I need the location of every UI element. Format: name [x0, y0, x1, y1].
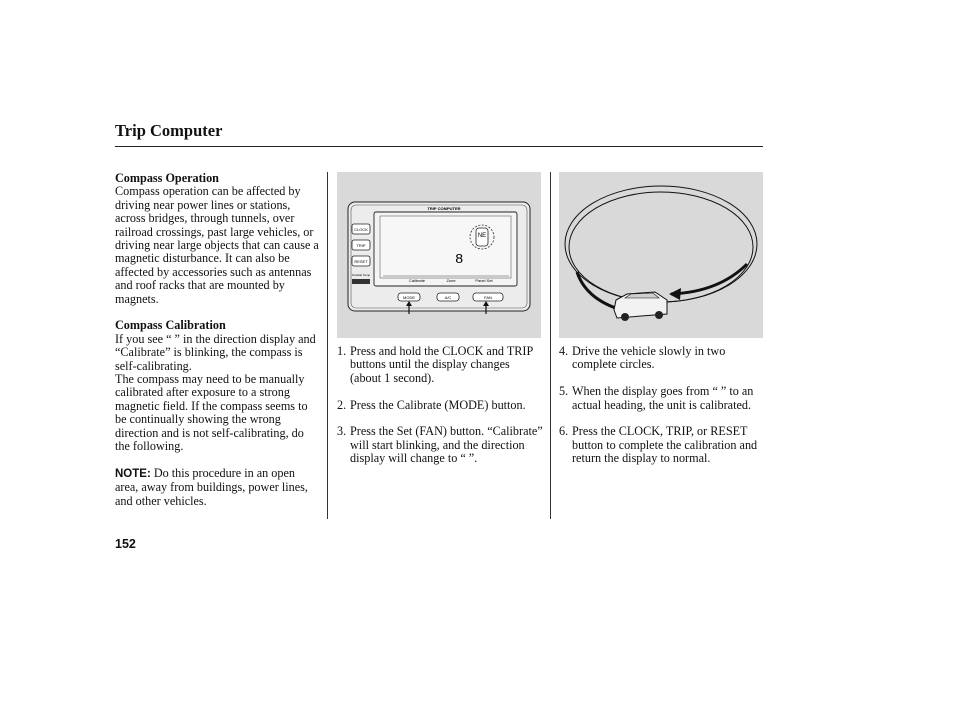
- step-number: 3.: [337, 424, 347, 439]
- trip-button-label: TRIP: [356, 243, 366, 248]
- outside-temp-label: Outside Temp: [351, 273, 371, 277]
- step-number: 2.: [337, 397, 347, 412]
- step-text: Press the CLOCK, TRIP, or RESET button to complete the calibration and return the display to normal.: [572, 424, 758, 466]
- direction-arrow-icon: [669, 288, 681, 300]
- fan-button-label: FAN: [484, 295, 492, 300]
- step-text: Press the Calibrate (MODE) button.: [350, 397, 526, 412]
- column-divider-2: [550, 172, 551, 519]
- compass-info-column: [115, 172, 321, 508]
- list-item: [337, 425, 543, 465]
- vehicle-icon: [614, 292, 667, 321]
- step-number: 1.: [337, 344, 347, 358]
- calibration-steps-1-3: [337, 345, 543, 479]
- drive-circles-illustration: [559, 172, 763, 338]
- title-divider: [115, 146, 763, 147]
- ac-button-label: A/C: [444, 295, 452, 300]
- note-label: NOTE:: [115, 467, 151, 480]
- segment-digit: 8: [455, 252, 464, 268]
- list-item: [559, 385, 759, 412]
- zone-label: Zone: [446, 278, 456, 283]
- mode-button-label: MODE: [403, 295, 415, 300]
- page-number: 152: [115, 537, 136, 551]
- compass-operation-heading: Compass Operation: [115, 171, 219, 185]
- calibration-steps-4-6: [559, 345, 759, 479]
- list-item: [337, 399, 543, 412]
- calibration-paragraph-2: The compass may need to be manually calibrated after exposure to a strong magnetic field. If the compass seems to be continually showing the wrong direction and is not self-calibrating, do the following.: [115, 372, 308, 454]
- list-item: [337, 345, 543, 385]
- step-text: Press and hold the CLOCK and TRIP buttons until the display changes (about 1 second).: [350, 344, 533, 385]
- reset-button-label: RESET: [354, 259, 368, 264]
- compass-operation-text: Compass operation can be affected by driving near power lines or stations, across bridges, through tunnels, over railroad crossings, past large vehicles, or driving near large objects that can cause a magnetic disturbance. It can also be affected by accessories such as antennas and roof racks that are mounted by magnets.: [115, 184, 319, 306]
- list-item: [559, 425, 759, 465]
- page-title: Trip Computer: [115, 121, 223, 140]
- note-paragraph: [115, 467, 321, 508]
- panel-set-label: Panel Set: [475, 278, 493, 283]
- list-item: [559, 345, 759, 372]
- trip-computer-panel-figure: [337, 172, 541, 338]
- drive-circles-figure: [559, 172, 763, 338]
- step-number: 5.: [559, 384, 569, 399]
- temp-indicator: [352, 279, 370, 284]
- column-divider-1: [327, 172, 328, 519]
- compass-heading-text: NE: [477, 233, 487, 239]
- step-text: Drive the vehicle slowly in two complete circles.: [572, 344, 726, 372]
- trip-computer-panel-illustration: [337, 172, 541, 338]
- calibration-paragraph-1: If you see “ ” in the direction display and “Calibrate” is blinking, the compass is self-calibrating.: [115, 331, 316, 373]
- display-title-text: TRIP COMPUTER: [427, 206, 461, 211]
- clock-button-label: CLOCK: [354, 227, 368, 232]
- step-text: When the display goes from “ ” to an actual heading, the unit is calibrated.: [572, 384, 754, 412]
- calibrate-label: Calibrate: [408, 278, 426, 283]
- step-number: 4.: [559, 344, 569, 358]
- step-number: 6.: [559, 424, 569, 439]
- compass-calibration-heading: Compass Calibration: [115, 318, 226, 333]
- note-text: Do this procedure in an open area, away from buildings, power lines, and other vehicles.: [115, 465, 308, 508]
- step-text: Press the Set (FAN) button. “Calibrate” will start blinking, and the direction display will change to “ ”.: [350, 424, 543, 466]
